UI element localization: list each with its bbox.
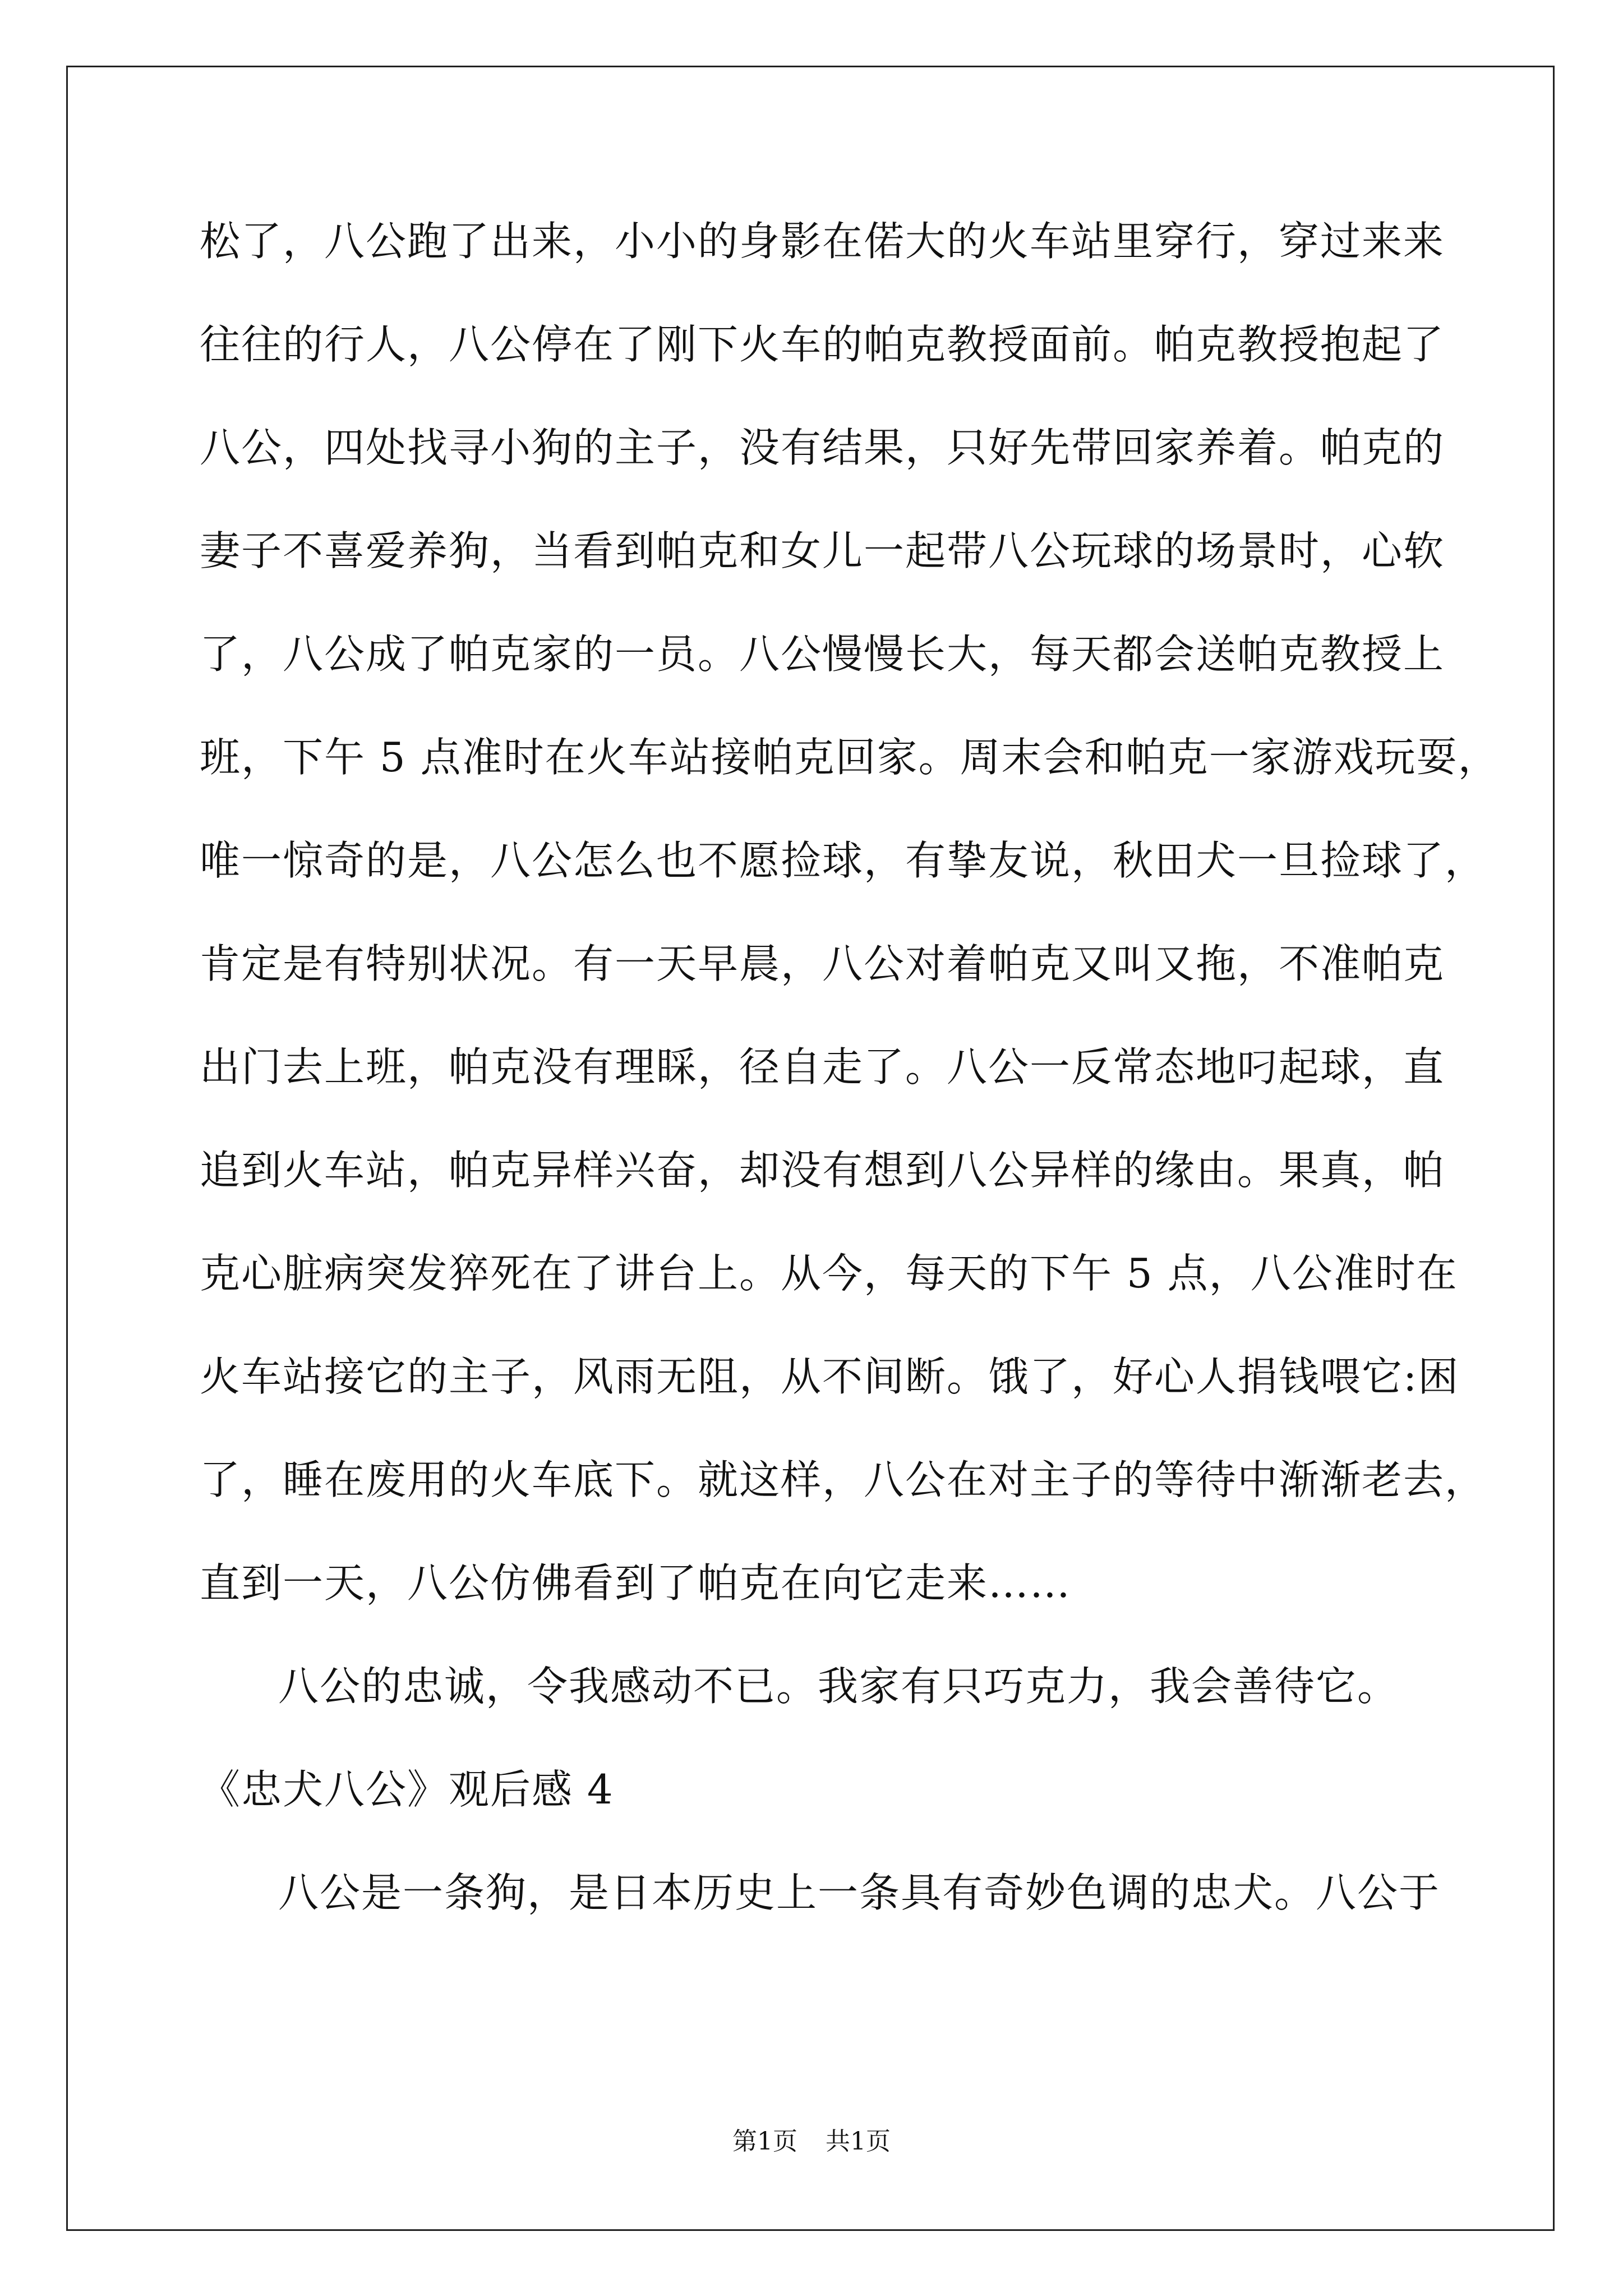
text-line: 了，睡在废用的火车底下。就这样，八公在对主子的等待中渐渐老去， [200,1456,1487,1503]
text-line: 肯定是有特别状况。有一天早晨，八公对着帕克又叫又拖，不准帕克 [200,940,1445,987]
page-number-total: 共1页 [826,2127,891,2156]
text-line: 火车站接它的主子，风雨无阻，从不间断。饿了，好心人捐钱喂它:困 [200,1353,1460,1400]
text-line: 出门去上班，帕克没有理睬，径自走了。八公一反常态地叼起球，直 [200,1043,1445,1091]
paragraph-two: 八公的忠诚，令我感动不已。我家有只巧克力，我会善待它。 [278,1663,1399,1710]
paragraph-three: 八公是一条狗，是日本历史上一条具有奇妙色调的忠犬。八公于 [278,1869,1441,1916]
text-line: 往往的行人，八公停在了刚下火车的帕克教授面前。帕克教授抱起了 [200,321,1445,368]
text-line: 妻子不喜爱养狗，当看到帕克和女儿一起带八公玩球的场景时，心软 [200,527,1445,574]
text-line: 直到一天，八公仿佛看到了帕克在向它走来…… [200,1559,1072,1607]
text-line: 八公，四处找寻小狗的主子，没有结果，只好先带回家养着。帕克的 [200,424,1445,471]
text-line: 松了，八公跑了出来，小小的身影在偌大的火车站里穿行，穿过来来 [200,218,1445,265]
text-line: 了，八公成了帕克家的一员。八公慢慢长大，每天都会送帕克教授上 [200,631,1445,678]
page-number-current: 第1页 [732,2127,797,2156]
text-line: 追到火车站，帕克异样兴奋，却没有想到八公异样的缘由。果真，帕 [200,1147,1445,1194]
text-line: 班，下午 5 点准时在火车站接帕克回家。周末会和帕克一家游戏玩耍， [200,734,1500,781]
text-line: 克心脏病突发猝死在了讲台上。从今，每天的下午 5 点，八公准时在 [200,1250,1458,1297]
section-heading: 《忠犬八公》观后感 4 [200,1766,614,1813]
text-line: 唯一惊奇的是，八公怎么也不愿捡球，有挚友说，秋田犬一旦捡球了， [200,837,1487,884]
page-footer [0,2125,1623,2159]
